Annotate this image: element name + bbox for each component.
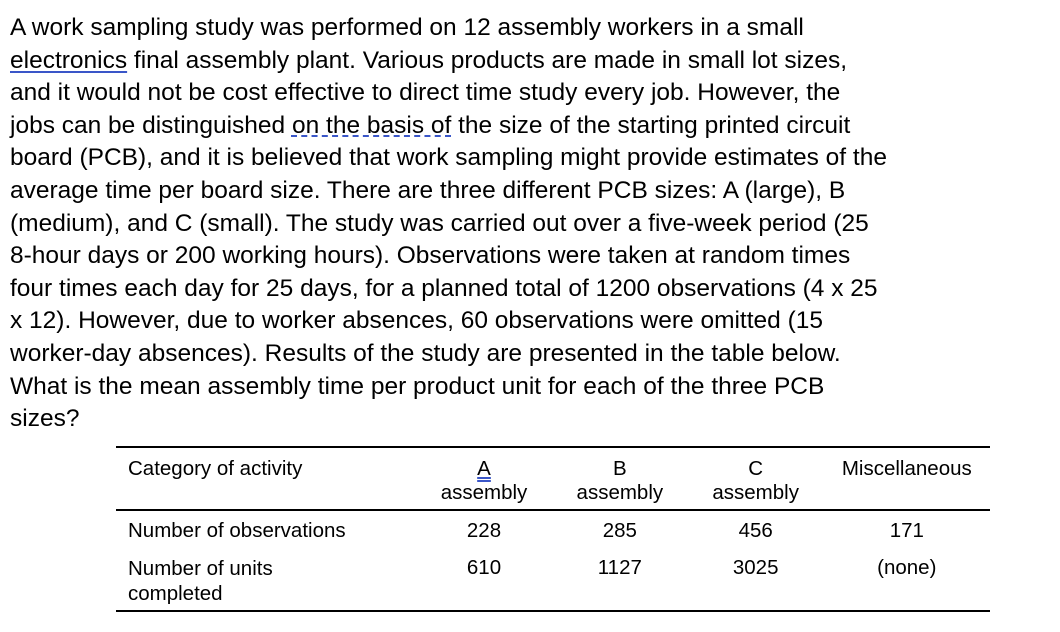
table-header-row [116,447,990,510]
results-table-container [116,446,990,612]
cell-b: 285 [602,519,637,542]
question-text [10,12,1050,436]
header-a-label: assembly [440,481,528,504]
header-a-letter: A [477,457,491,480]
question-line-4: jobs can be distinguished on the basis of the size of the starting printed circuit [10,111,851,139]
grammar-flagged-phrase[interactable]: on the basis of [291,111,452,139]
question-line-6: average time per board size. There are three different PCB sizes: A (large), B [10,176,846,204]
header-a-assembly [416,447,552,510]
header-b-assembly [552,447,688,510]
row-label: Number of observations [128,519,346,542]
question-line-5: board (PCB), and it is believed that work sampling might provide estimates of the [10,144,887,172]
question-line-3: and it would not be cost effective to direct time study every job. However, the [10,79,841,107]
cell-misc: (none) [877,556,937,579]
question-line-8: 8-hour days or 200 working hours). Observations were taken at random times [10,242,851,270]
question-line-12: What is the mean assembly time per product unit for each of the three PCB [10,372,825,400]
question-line-13: sizes? [10,405,80,433]
cell-misc: 171 [889,519,924,542]
row-label-text: Number of units completed [128,557,273,605]
header-b-letter: B [613,457,627,480]
question-line-1: A work sampling study was performed on 12 assembly workers in a small [10,14,804,41]
table-row [116,550,990,611]
header-c-letter: C [748,457,764,480]
header-c-label: assembly [712,481,799,504]
row-label [116,550,416,611]
cell-b: 1127 [597,556,642,579]
header-c-assembly [688,447,824,510]
results-table [116,446,990,612]
question-line-11: worker-day absences). Results of the study are presented in the table below. [10,339,841,367]
question-line-10: x 12). However, due to worker absences, 60 observations were omitted (15 [10,307,823,335]
spelling-flagged-word[interactable]: electronics [10,46,128,74]
question-line-2: electronics final assembly plant. Various products are made in small lot sizes, [10,46,848,74]
cell-c: 3025 [732,556,779,579]
header-miscellaneous: Miscellaneous [841,457,972,480]
cell-c: 456 [738,519,773,542]
table-row [116,510,990,550]
cell-a: 610 [466,556,502,579]
cell-a: 228 [466,519,502,542]
header-category: Category of activity [128,457,303,480]
header-b-label: assembly [576,481,664,504]
question-line-7: (medium), and C (small). The study was carried out over a five-week period (25 [10,209,869,237]
question-line-9: four times each day for 25 days, for a planned total of 1200 observations (4 x 25 [10,274,878,302]
